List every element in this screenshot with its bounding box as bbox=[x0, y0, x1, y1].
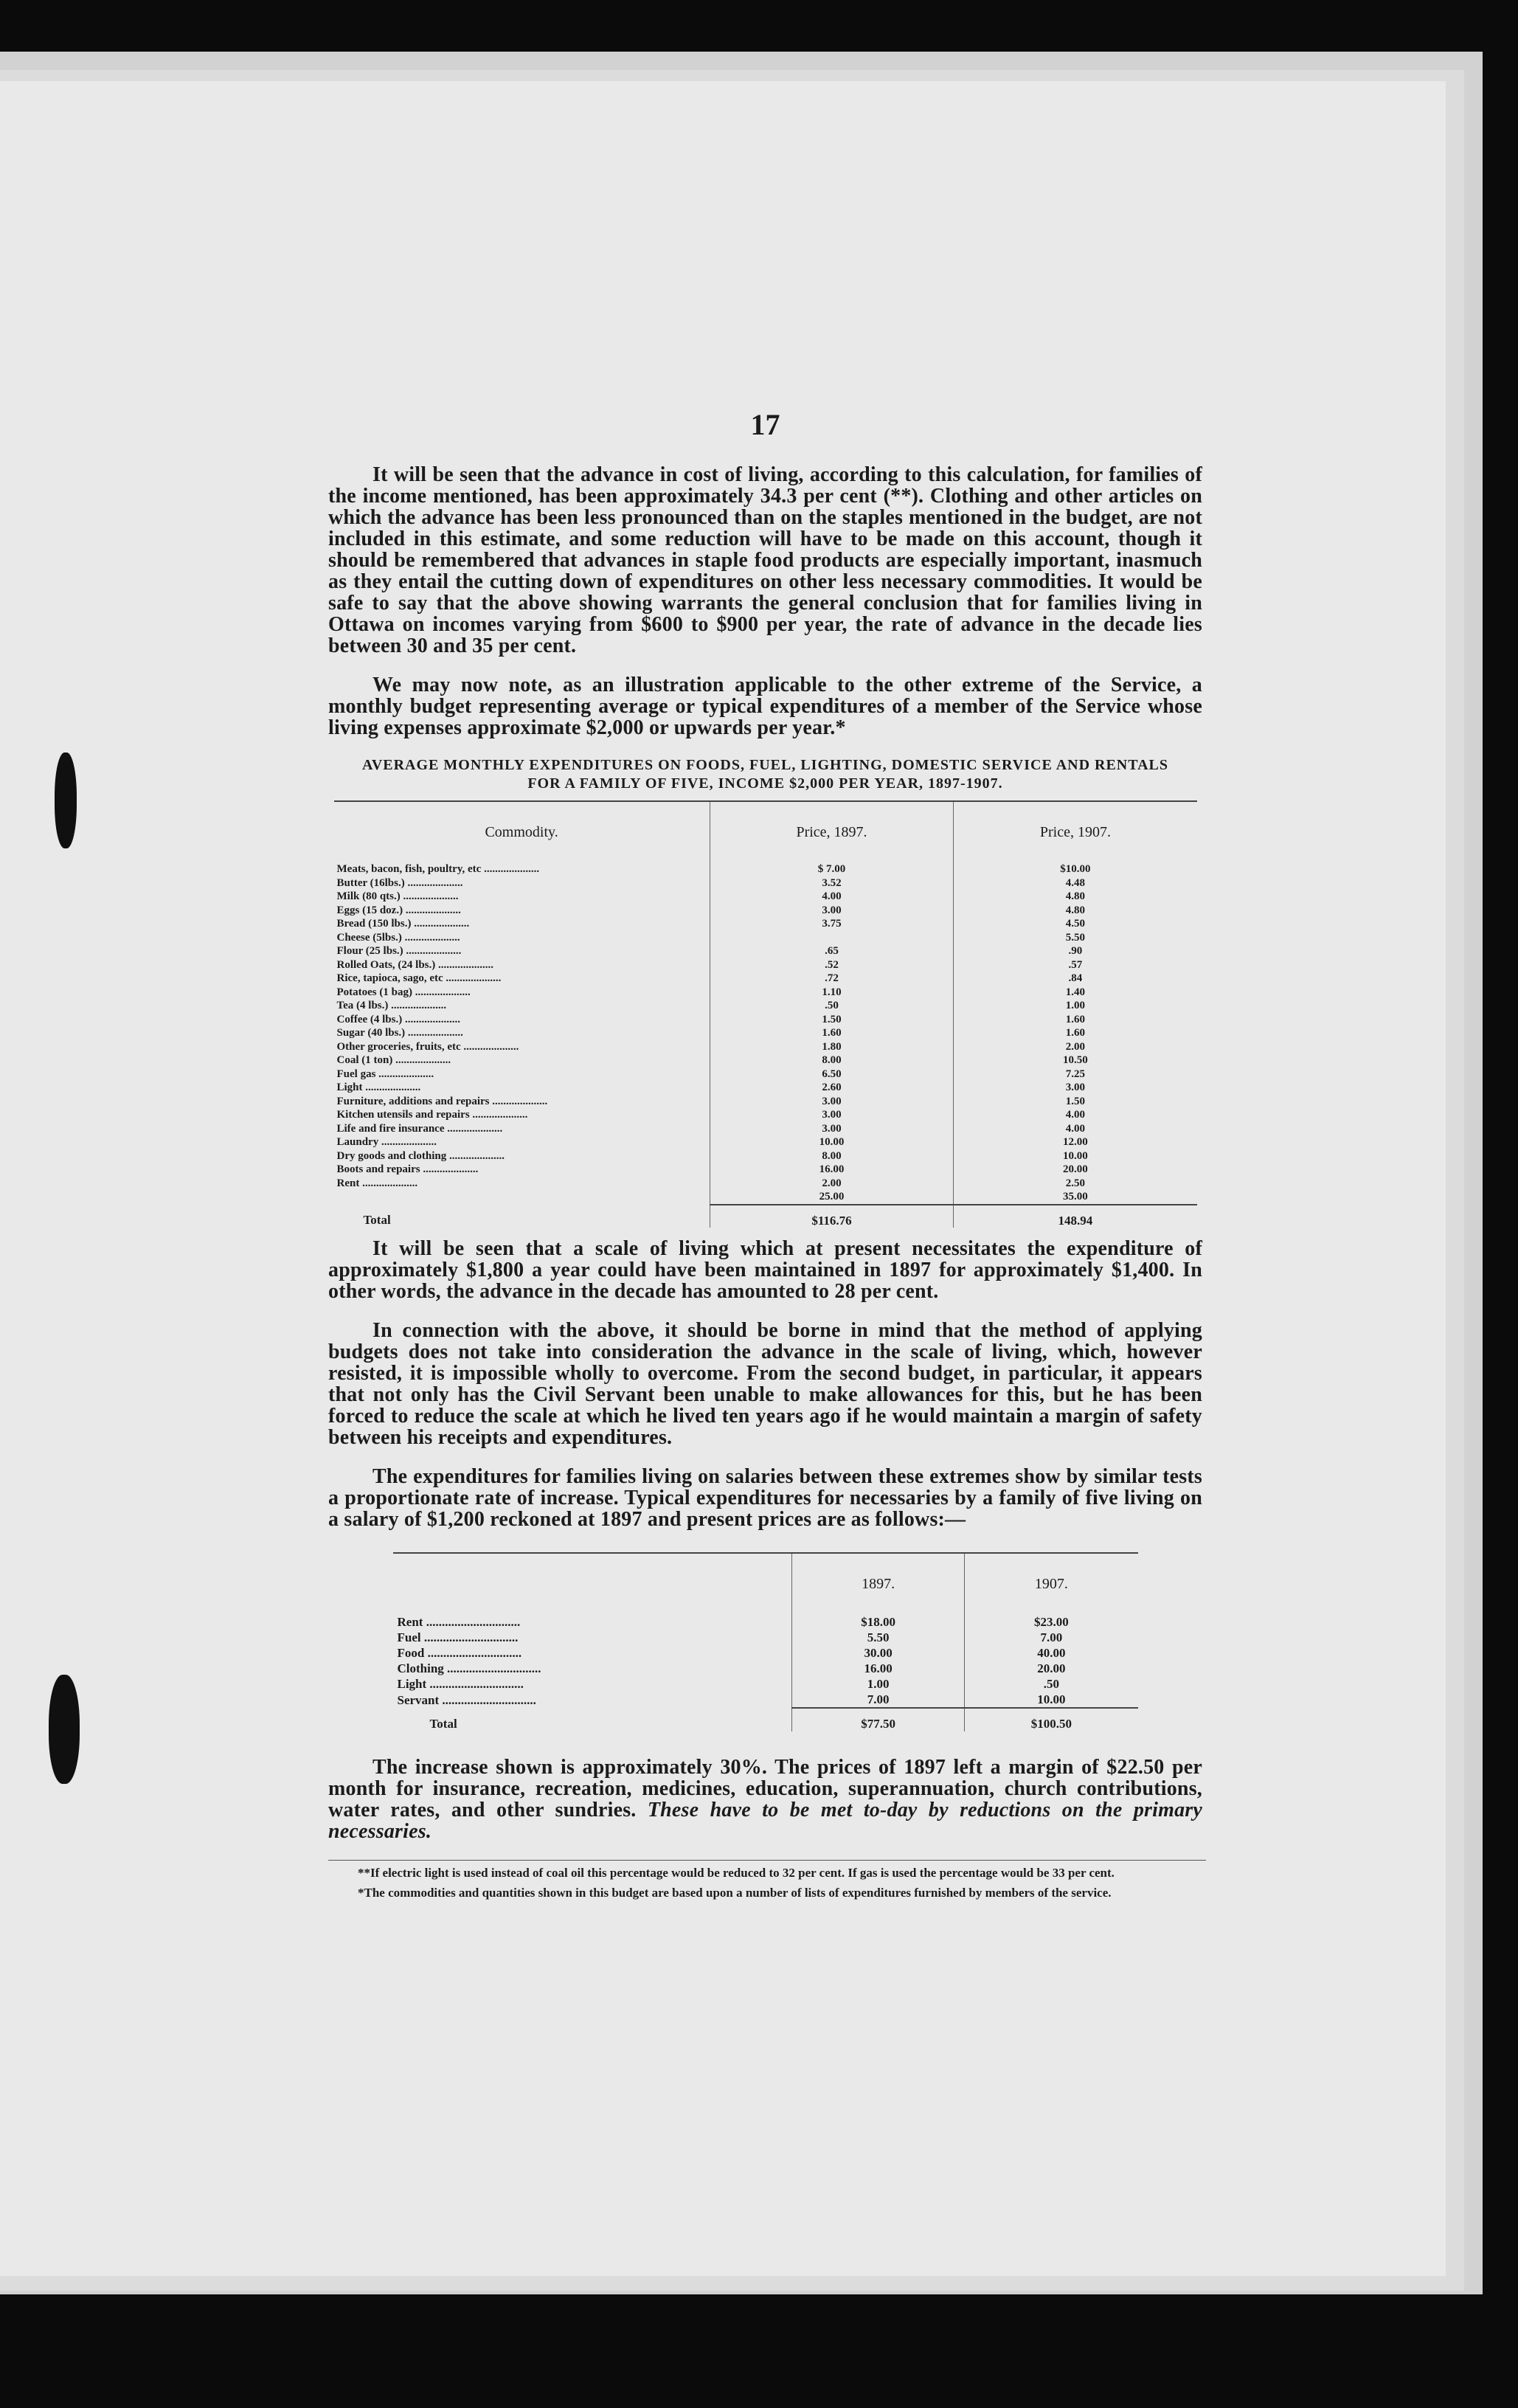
price-1907-cell: 7.25 bbox=[954, 1068, 1197, 1082]
commodity-cell bbox=[334, 1190, 710, 1205]
table-row bbox=[334, 931, 1197, 945]
table-row bbox=[334, 1013, 1197, 1027]
price-1907-cell: 5.50 bbox=[954, 931, 1197, 945]
value-1907-cell: $23.00 bbox=[965, 1614, 1138, 1630]
footnote-commodities: *The commodities and quantities shown in this budget are based upon a number of lists of expenditures furnished by members of the service. bbox=[358, 1886, 1112, 1900]
header-1897: 1897. bbox=[791, 1553, 964, 1614]
price-1897-cell: .65 bbox=[710, 944, 954, 958]
table-row bbox=[393, 1614, 1138, 1630]
table-row bbox=[334, 944, 1197, 958]
price-1897-cell: 1.50 bbox=[710, 1013, 954, 1027]
value-1897-cell: 1.00 bbox=[791, 1676, 964, 1692]
table-row bbox=[334, 1163, 1197, 1177]
paragraph-budgets-method: In connection with the above, it should be borne in mind that the method of applying budgets does not take into consideration the advance in the scale of living, which, however resisted, it is impossible wholly to overcome. From the second budget, in particular, it appears that not only has the Civil Servant been unable to make allowances for this, but he has been forced to reduce the scale at which he lived ten years ago if he would maintain a margin of safety between his receipts and expenditures. bbox=[328, 1319, 1202, 1449]
commodity-cell: Coffee (4 lbs.) .................... bbox=[336, 1013, 460, 1025]
table-row bbox=[334, 904, 1197, 918]
price-1907-cell: 4.00 bbox=[954, 1108, 1197, 1122]
paragraph-intermediate-salaries: The expenditures for families living on salaries between these extremes show by similar tests a proportionate rate of increase. Typical expenditures for necessaries by a family of five living on a salary of $1,200 reckoned at 1897 and present prices are as follows:— bbox=[328, 1465, 1202, 1531]
price-1897-cell: 3.00 bbox=[710, 904, 954, 918]
table-row bbox=[334, 958, 1197, 972]
table-row bbox=[393, 1692, 1138, 1708]
value-1907-cell: 7.00 bbox=[965, 1630, 1138, 1645]
value-1897-cell: 16.00 bbox=[791, 1661, 964, 1676]
table-row bbox=[393, 1645, 1138, 1661]
table-row bbox=[334, 1068, 1197, 1082]
table-row bbox=[334, 862, 1197, 876]
price-1907-cell: 1.60 bbox=[954, 1026, 1197, 1040]
price-1897-cell: 3.00 bbox=[710, 1122, 954, 1136]
price-1897-cell: 8.00 bbox=[710, 1149, 954, 1163]
table-row bbox=[393, 1676, 1138, 1692]
commodity-cell: Boots and repairs .................... bbox=[336, 1163, 479, 1175]
total-1907: $100.50 bbox=[965, 1708, 1138, 1731]
value-1897-cell: $18.00 bbox=[791, 1614, 964, 1630]
table2-body bbox=[393, 1614, 1138, 1731]
price-1907-cell: .57 bbox=[954, 958, 1197, 972]
commodity-cell: Potatoes (1 bag) .................... bbox=[336, 986, 471, 998]
table-row bbox=[334, 890, 1197, 904]
table-row bbox=[334, 1026, 1197, 1040]
price-1897-cell: 3.75 bbox=[710, 917, 954, 931]
item-cell: Rent .............................. bbox=[397, 1615, 521, 1629]
price-1897-cell: 2.00 bbox=[710, 1177, 954, 1191]
item-cell: Servant .............................. bbox=[397, 1692, 536, 1707]
total-1897: $116.76 bbox=[710, 1205, 954, 1228]
commodity-cell: Coal (1 ton) .................... bbox=[336, 1054, 451, 1066]
table-row bbox=[334, 917, 1197, 931]
total-label: Total bbox=[429, 1716, 457, 1731]
commodity-cell: Butter (16lbs.) .................... bbox=[336, 876, 463, 889]
price-1907-cell: 35.00 bbox=[954, 1190, 1197, 1205]
price-1907-cell: 4.80 bbox=[954, 890, 1197, 904]
price-1907-cell: 1.50 bbox=[954, 1095, 1197, 1109]
commodity-cell: Laundry .................... bbox=[336, 1136, 437, 1148]
paragraph-illustration: We may now note, as an illustration applicable to the other extreme of the Service, a monthly budget representing average or typical expenditures of a member of the Service whose living expenses approximate $2,000 or upwards per year.* bbox=[328, 674, 1202, 739]
price-1897-cell: 1.80 bbox=[710, 1040, 954, 1054]
header-1907: 1907. bbox=[965, 1553, 1138, 1614]
table-row bbox=[393, 1630, 1138, 1645]
value-1907-cell: 20.00 bbox=[965, 1661, 1138, 1676]
table-row bbox=[334, 972, 1197, 986]
item-cell: Clothing .............................. bbox=[397, 1661, 541, 1675]
price-1897-cell: 1.60 bbox=[710, 1026, 954, 1040]
paragraph-scale-of-living: It will be seen that a scale of living which at present necessitates the expenditure of approximately $1,800 a year could have been maintained in 1897 for approximately $1,400. In other words, the advance in the decade has amounted to 28 per cent. bbox=[328, 1237, 1202, 1303]
price-1907-cell: 1.00 bbox=[954, 999, 1197, 1013]
commodity-cell: Rice, tapioca, sago, etc .................... bbox=[336, 972, 502, 984]
table-row bbox=[334, 1095, 1197, 1109]
price-1907-cell: .90 bbox=[954, 944, 1197, 958]
price-1897-cell: 3.00 bbox=[710, 1095, 954, 1109]
price-1897-cell: 3.00 bbox=[710, 1108, 954, 1122]
price-1897-cell: 25.00 bbox=[710, 1190, 954, 1205]
value-1897-cell: 5.50 bbox=[791, 1630, 964, 1645]
paragraph-increase-shown bbox=[328, 1757, 1202, 1842]
expenditure-table-2000 bbox=[334, 800, 1197, 1228]
paragraph-increase-text: The increase shown is approximately 30%. The prices of 1897 left a margin of $22.50 per month for insurance, recreation, medicines, education, superannuation, church contributions, water rates, and other sundries. bbox=[328, 1756, 1202, 1821]
commodity-cell: Life and fire insurance .................... bbox=[336, 1122, 503, 1135]
price-1907-cell: 4.50 bbox=[954, 917, 1197, 931]
item-cell: Fuel .............................. bbox=[397, 1630, 519, 1644]
footnote-rule bbox=[328, 1860, 1206, 1861]
price-1907-cell: 20.00 bbox=[954, 1163, 1197, 1177]
ink-blot-upper bbox=[55, 752, 77, 848]
header-price-1907: Price, 1907. bbox=[954, 801, 1197, 862]
price-1907-cell: $10.00 bbox=[954, 862, 1197, 876]
table-row bbox=[334, 1135, 1197, 1149]
price-1907-cell: .84 bbox=[954, 972, 1197, 986]
table-row bbox=[334, 1081, 1197, 1095]
commodity-cell: Furniture, additions and repairs .................... bbox=[336, 1095, 548, 1107]
value-1897-cell: 7.00 bbox=[791, 1692, 964, 1708]
commodity-cell: Light .................... bbox=[336, 1082, 421, 1093]
price-1897-cell: 16.00 bbox=[710, 1163, 954, 1177]
price-1897-cell: 6.50 bbox=[710, 1068, 954, 1082]
price-1897-cell: $ 7.00 bbox=[710, 862, 954, 876]
price-1907-cell: 1.40 bbox=[954, 986, 1197, 1000]
price-1907-cell: 4.48 bbox=[954, 876, 1197, 890]
table-total-row bbox=[393, 1708, 1138, 1731]
table-row bbox=[334, 1177, 1197, 1191]
table-row bbox=[334, 986, 1197, 1000]
table-row bbox=[393, 1661, 1138, 1676]
price-1897-cell: .52 bbox=[710, 958, 954, 972]
price-1897-cell: 10.00 bbox=[710, 1135, 954, 1149]
header-commodity: Commodity. bbox=[485, 823, 558, 840]
value-1907-cell: .50 bbox=[965, 1676, 1138, 1692]
price-1897-cell: 1.10 bbox=[710, 986, 954, 1000]
commodity-cell: Kitchen utensils and repairs .................... bbox=[336, 1109, 528, 1121]
table-row bbox=[334, 999, 1197, 1013]
price-1907-cell: 10.50 bbox=[954, 1054, 1197, 1068]
table-row bbox=[334, 1108, 1197, 1122]
table-row bbox=[334, 876, 1197, 890]
price-1897-cell: 8.00 bbox=[710, 1054, 954, 1068]
price-1907-cell: 2.00 bbox=[954, 1040, 1197, 1054]
paragraph-advance-cost: It will be seen that the advance in cost of living, according to this calculation, for families of the income mentioned, has been approximately 34.3 per cent (**). Clothing and other articles on which the advance has been less pronounced than on the staples mentioned in the budget, are not included in this estimate, and some reduction will have to be made on this account, though it should be remembered that advances in staple food products are especially important, inasmuch as they entail the cutting down of expenditures on other less necessary commodities. It would be safe to say that the above showing warrants the general conclusion that for families living in Ottawa on incomes varying from $600 to $900 per year, the rate of advance in the decade lies between 30 and 35 per cent. bbox=[328, 463, 1202, 657]
value-1907-cell: 10.00 bbox=[965, 1692, 1138, 1708]
commodity-cell: Cheese (5lbs.) .................... bbox=[336, 931, 460, 944]
price-1907-cell: 1.60 bbox=[954, 1013, 1197, 1027]
commodity-cell: Flour (25 lbs.) .................... bbox=[336, 945, 462, 957]
price-1897-cell: 3.52 bbox=[710, 876, 954, 890]
price-1907-cell: 4.00 bbox=[954, 1122, 1197, 1136]
page-sheet bbox=[0, 81, 1446, 2276]
commodity-cell: Rolled Oats, (24 lbs.) .................... bbox=[336, 958, 494, 971]
price-1897-cell: 2.60 bbox=[710, 1081, 954, 1095]
commodity-cell: Meats, bacon, fish, poultry, etc .................... bbox=[336, 863, 540, 875]
commodity-cell: Other groceries, fruits, etc .................... bbox=[336, 1040, 519, 1053]
header-price-1897: Price, 1897. bbox=[710, 801, 954, 862]
table1-body bbox=[334, 862, 1197, 1228]
commodity-cell: Bread (150 lbs.) .................... bbox=[336, 918, 470, 930]
total-1907: 148.94 bbox=[954, 1205, 1197, 1228]
item-cell: Light .............................. bbox=[397, 1677, 524, 1691]
price-1907-cell: 10.00 bbox=[954, 1149, 1197, 1163]
table-row bbox=[334, 1122, 1197, 1136]
page-number: 17 bbox=[750, 408, 780, 441]
page-content bbox=[328, 325, 1202, 1905]
total-label: Total bbox=[363, 1213, 391, 1227]
commodity-cell: Dry goods and clothing .................... bbox=[336, 1149, 505, 1162]
table-total-row bbox=[334, 1205, 1197, 1228]
expenditure-table-1200 bbox=[393, 1552, 1138, 1731]
ink-blot-lower bbox=[49, 1675, 80, 1784]
price-1907-cell: 4.80 bbox=[954, 904, 1197, 918]
total-1897: $77.50 bbox=[791, 1708, 964, 1731]
header-blank bbox=[393, 1553, 792, 1614]
table1-caption: AVERAGE MONTHLY EXPENDITURES ON FOODS, FUEL, LIGHTING, DOMESTIC SERVICE AND RENTALS FOR A FAMILY OF FIVE, INCOME $2,000 PER YEAR, 1897-1907. bbox=[361, 757, 1169, 792]
commodity-cell: Rent .................... bbox=[336, 1177, 418, 1189]
footnote-electric-light: **If electric light is used instead of coal oil this percentage would be reduced to 32 per cent. If gas is used the percentage would be 33 per cent. bbox=[358, 1866, 1115, 1880]
commodity-cell: Fuel gas .................... bbox=[336, 1068, 434, 1080]
item-cell: Food .............................. bbox=[397, 1646, 522, 1660]
price-1907-cell: 2.50 bbox=[954, 1177, 1197, 1191]
table-row bbox=[334, 1054, 1197, 1068]
price-1897-cell: .72 bbox=[710, 972, 954, 986]
table-row bbox=[334, 1040, 1197, 1054]
price-1897-cell: .50 bbox=[710, 999, 954, 1013]
table-row bbox=[334, 1149, 1197, 1163]
value-1897-cell: 30.00 bbox=[791, 1645, 964, 1661]
price-1907-cell: 3.00 bbox=[954, 1081, 1197, 1095]
value-1907-cell: 40.00 bbox=[965, 1645, 1138, 1661]
commodity-cell: Eggs (15 doz.) .................... bbox=[336, 904, 461, 916]
commodity-cell: Sugar (40 lbs.) .................... bbox=[336, 1027, 463, 1039]
commodity-cell: Tea (4 lbs.) .................... bbox=[336, 1000, 447, 1011]
price-1897-cell bbox=[710, 931, 954, 945]
paragraph-increase-italic: These have to be met to-day by reductions on the primary necessaries. bbox=[328, 1799, 1202, 1843]
price-1897-cell: 4.00 bbox=[710, 890, 954, 904]
table-row bbox=[334, 1190, 1197, 1205]
price-1907-cell: 12.00 bbox=[954, 1135, 1197, 1149]
commodity-cell: Milk (80 qts.) .................... bbox=[336, 890, 459, 902]
